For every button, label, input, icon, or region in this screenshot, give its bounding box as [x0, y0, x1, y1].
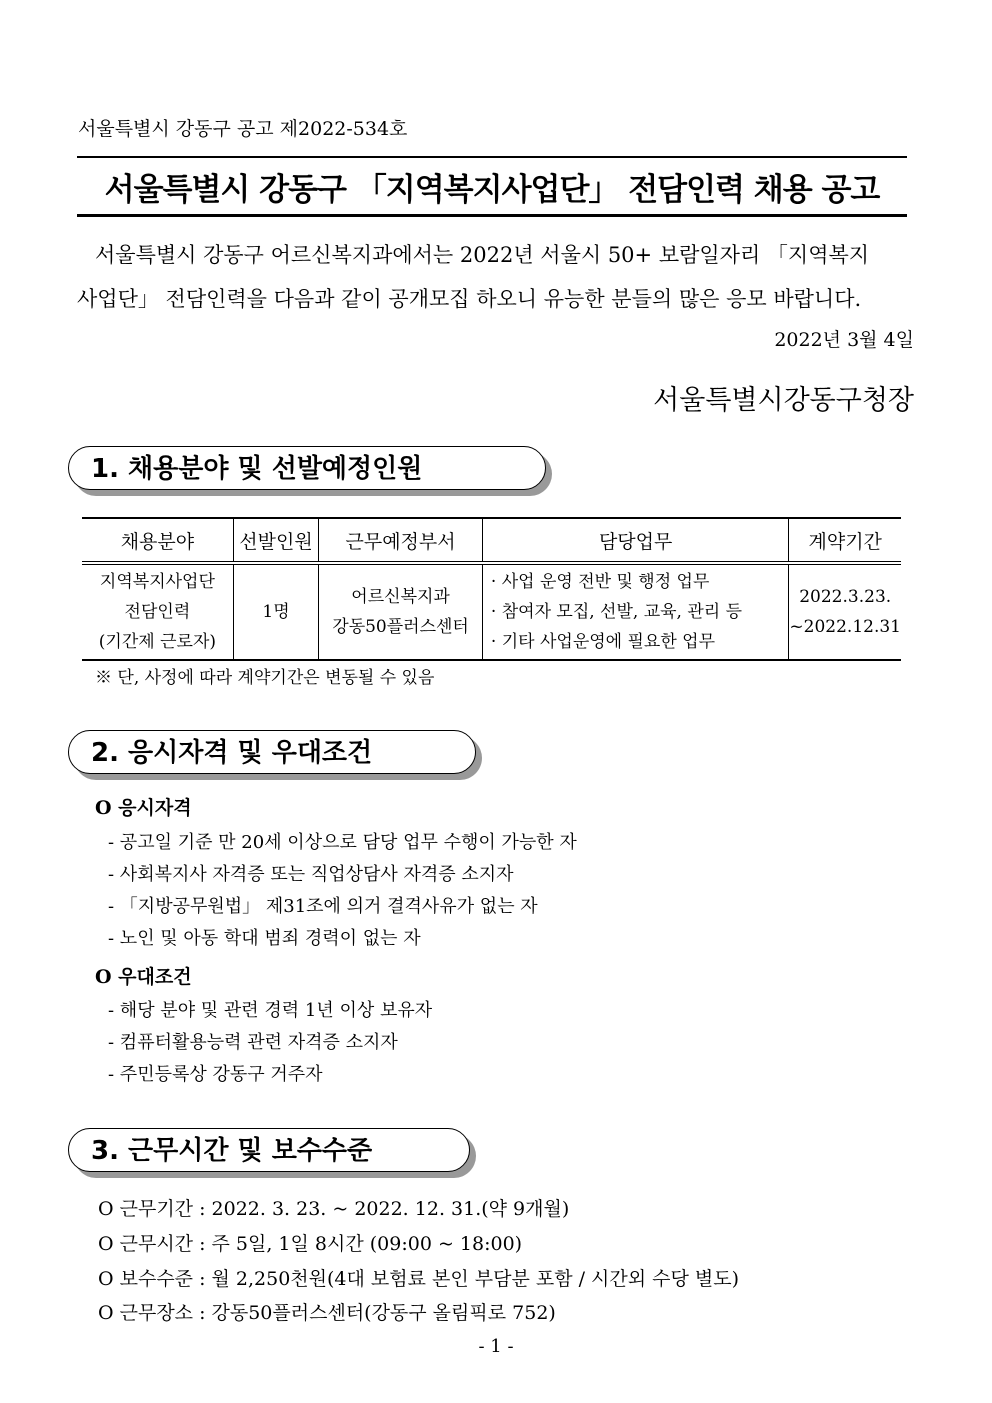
list-item: - 공고일 기준 만 20세 이상으로 담당 업무 수행이 가능한 자 [108, 832, 577, 853]
text: · 사업 운영 전반 및 행정 업무 [490, 572, 710, 592]
col-header: 근무예정부서 [319, 518, 483, 563]
intro-line: 서울특별시 강동구 어르신복지과에서는 2022년 서울시 50+ 보람일자리 「지역복지 [95, 243, 870, 267]
list-item: O 근무장소 : 강동50플러스센터(강동구 올림픽로 752) [98, 1302, 556, 1324]
divider [77, 156, 907, 158]
intro-line: 사업단」 전담인력을 다음과 같이 공개모집 하오니 유능한 분들의 많은 응모 바랍니다. [77, 287, 862, 311]
text: 강동50플러스센터 [332, 617, 469, 637]
group-heading: O 응시자격 [95, 797, 192, 819]
cell-field [82, 563, 233, 660]
recruitment-table [82, 517, 901, 661]
date: 2022년 3월 4일 [774, 329, 914, 351]
list-item: - 해당 분야 및 관련 경력 1년 이상 보유자 [108, 1000, 433, 1021]
text: · 기타 사업운영에 필요한 업무 [490, 632, 716, 652]
text: 지역복지사업단 [99, 572, 215, 592]
list-item: O 근무기간 : 2022. 3. 23. ~ 2022. 12. 31.(약 9개월) [98, 1198, 570, 1220]
notice-number: 서울특별시 강동구 공고 제2022-534호 [78, 118, 408, 140]
cell-dept [319, 563, 483, 660]
list-item: - 「지방공무원법」 제31조에 의거 결격사유가 없는 자 [108, 896, 538, 917]
text: ~2022.12.31 [789, 617, 901, 637]
list-item: - 주민등록상 강동구 거주자 [108, 1064, 323, 1085]
col-header: 선발인원 [233, 518, 318, 563]
list-item: - 노인 및 아동 학대 범죄 경력이 없는 자 [108, 928, 421, 949]
cell-count: 1명 [233, 563, 318, 660]
page-number: - 1 - [478, 1336, 514, 1357]
section-2-header: 2. 응시자격 및 우대조건 [68, 730, 476, 774]
section-3-header: 3. 근무시간 및 보수수준 [68, 1128, 470, 1172]
table-note: ※ 단, 사정에 따라 계약기간은 변동될 수 있음 [95, 668, 435, 688]
text: (기간제 근로자) [98, 632, 216, 652]
col-header: 계약기간 [789, 518, 901, 563]
col-header: 채용분야 [82, 518, 233, 563]
signer: 서울특별시강동구청장 [653, 385, 914, 416]
section-1-header: 1. 채용분야 및 선발예정인원 [68, 446, 546, 490]
page-title: 서울특별시 강동구 「지역복지사업단」 전담인력 채용 공고 [104, 172, 880, 208]
divider [77, 214, 907, 217]
text: 2022.3.23. [799, 587, 892, 607]
col-header: 담당업무 [482, 518, 788, 563]
list-item: O 보수수준 : 월 2,250천원(4대 보험료 본인 부담분 포함 / 시간외 수당 별도) [98, 1268, 740, 1290]
cell-period [789, 563, 901, 660]
text: 어르신복지과 [351, 587, 450, 607]
text: 전담인력 [124, 602, 191, 622]
cell-duties [482, 563, 788, 660]
group-heading: O 우대조건 [95, 966, 192, 988]
list-item: O 근무시간 : 주 5일, 1일 8시간 (09:00 ~ 18:00) [98, 1233, 523, 1255]
list-item: - 컴퓨터활용능력 관련 자격증 소지자 [108, 1032, 398, 1053]
table-header-row [82, 518, 901, 563]
text: · 참여자 모집, 선발, 교육, 관리 등 [490, 602, 743, 622]
list-item: - 사회복지사 자격증 또는 직업상담사 자격증 소지자 [108, 864, 514, 885]
table-row [82, 563, 901, 660]
